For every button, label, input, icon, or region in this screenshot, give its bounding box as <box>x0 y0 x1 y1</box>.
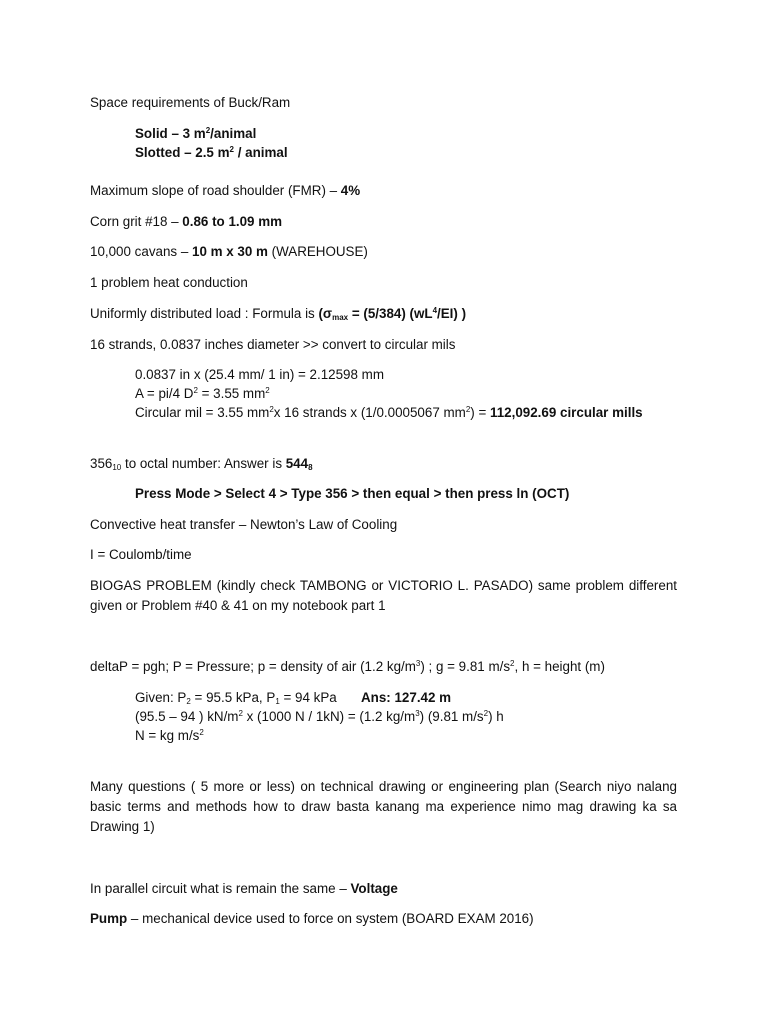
strands-problem: 16 strands, 0.0837 inches diameter >> convert to circular mils <box>90 337 456 352</box>
convective-heat-transfer: Convective heat transfer – Newton’s Law of Cooling <box>90 517 398 532</box>
technical-drawing-note: Many questions ( 5 more or less) on technical drawing or engineering plan (Search niyo nalang basic terms and methods how to draw basta kanang ma experience nimo mag drawing ka sa Drawing 1) <box>90 779 677 834</box>
slotted-floor-requirement: Slotted – 2.5 $m^2$ / animal <box>135 145 288 160</box>
parallel-circuit-note: In parallel circuit what is remain the same – Voltage <box>90 881 398 896</box>
pump-definition: Pump – mechanical device used to force on system (BOARD EXAM 2016) <box>90 911 534 926</box>
area-formula: A = pi/4 $D^2 = 3.55$ $mm^2$ <box>135 386 270 401</box>
distributed-load-formula: Uniformly distributed load : Formula is ($\sigma_{max} = (5/384)$ $(wL^4/EI)$ ) <box>90 306 467 322</box>
newton-unit: N = kg $m/s^2$ <box>135 728 204 743</box>
given-values: Given: $P_2 = 95.5$ kPa, $P_1 = 94$ kPa <box>135 690 337 706</box>
current-formula: I = Coulomb/time <box>90 547 192 562</box>
biogas-problem-note: BIOGAS PROBLEM (kindly check TAMBONG or VICTORIO L. PASADO) same problem different given or Problem #40 & 41 on my notebook part 1 <box>90 578 677 613</box>
heat-conduction-note: 1 problem heat conduction <box>90 275 248 290</box>
answer-value: Ans: 127.42 m <box>361 690 452 705</box>
space-requirements-heading: Space requirements of Buck/Ram <box>90 95 291 110</box>
circular-mil-calculation: Circular mil = 3.55 $mm^2x$ 16 strands x (1/0.0005067 $mm^2) = 112,092.69$ circular mills <box>135 405 643 420</box>
road-shoulder-slope: Maximum slope of road shoulder (FMR) – 4% <box>90 183 361 198</box>
pressure-formula: deltaP = pgh; P = Pressure; p = density of air (1.2 $kg/m^3$) ; g = 9.81 $m/s^2$, h = height (m) <box>90 659 605 674</box>
corn-grit-size: Corn grit #18 – 0.86 to 1.09 mm <box>90 214 283 229</box>
octal-conversion: $356_{10}$ to octal number: Answer is $544_8$ <box>90 456 313 472</box>
pressure-calculation: (95.5 – 94 ) $kN/m^2$ x (1000 N / 1kN) = (1.2 $kg/m^3$) (9.81 $m/s^2$) h <box>135 709 504 724</box>
solid-floor-requirement: Solid – 3 $m^2$/animal <box>135 126 257 141</box>
calculator-steps: Press Mode > Select 4 > Type 356 > then equal > then press ln (OCT) <box>135 486 570 501</box>
warehouse-size: 10,000 cavans – 10 m x 30 m (WAREHOUSE) <box>90 244 368 259</box>
diameter-conversion: 0.0837 in x (25.4 mm/ 1 in) = 2.12598 mm <box>135 367 384 382</box>
